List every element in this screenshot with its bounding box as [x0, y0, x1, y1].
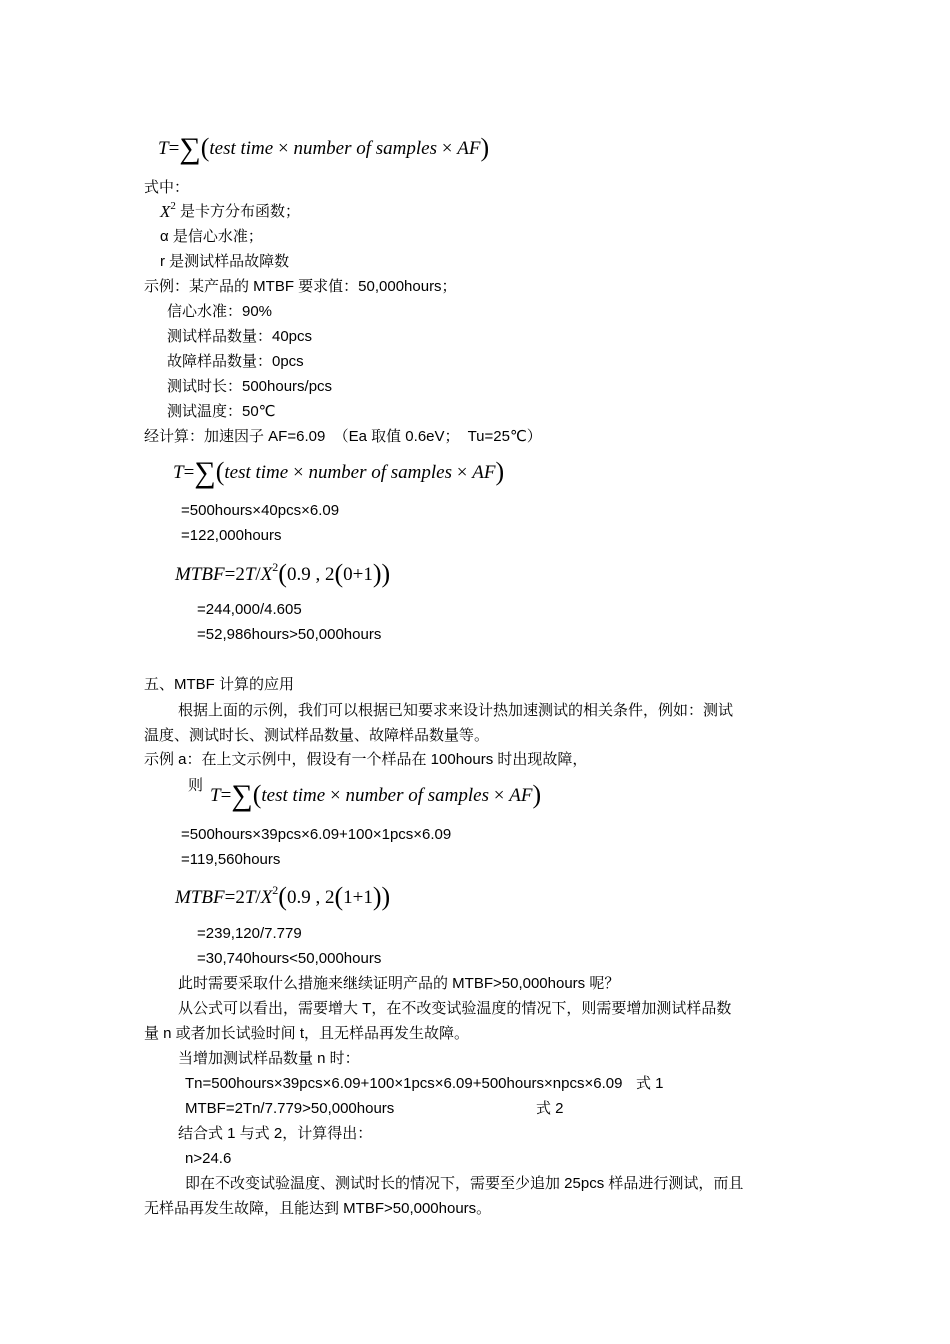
formula-t-sum-example-a: T=∑(test time × number of samples × AF) [210, 779, 542, 812]
section-5-mtbf-line-2: =30,740hours<50,000hours [197, 950, 382, 967]
equation-1-tag: 式 1 [636, 1075, 664, 1092]
equation-1: Tn=500hours×39pcs×6.09+100×1pcs×6.09+500hours×npcs×6.09 [185, 1075, 623, 1092]
example-mtbf-line-2: =52,986hours>50,000hours [197, 626, 382, 643]
section-5-t-line-2: =119,560hours [181, 851, 281, 868]
equation-2-tag: 式 2 [536, 1100, 564, 1117]
section-5-result: n>24.6 [185, 1150, 232, 1167]
section-5-mtbf-line-1: =239,120/7.779 [197, 925, 302, 942]
equation-2: MTBF=2Tn/7.779>50,000hours [185, 1100, 395, 1117]
formula-t-sum-example: T=∑(test time × number of samples × AF) [173, 456, 505, 489]
example-confidence: 信心水准：90% [167, 303, 273, 320]
section-5-question: 此时需要采取什么措施来继续证明产品的 MTBF>50,000hours 呢？ [178, 975, 620, 992]
section-5-para-2a: 从公式可以看出，需要增大 T，在不改变试验温度的情况下，则需要增加测试样品数 [178, 1000, 732, 1017]
section-5-when-n: 当增加测试样品数量 n 时： [178, 1050, 360, 1067]
x2-description: 是卡方分布函数； [180, 203, 301, 220]
where-heading: 式中： [144, 179, 190, 196]
example-test-time: 测试时长：500hours/pcs [167, 378, 333, 395]
formula-t-sum: T=∑(test time × number of samples × AF) [158, 132, 490, 165]
example-mtbf-line-1: =244,000/4.605 [197, 601, 302, 618]
example-t-line-2: =122,000hours [181, 527, 282, 544]
example-sample-qty: 测试样品数量：40pcs [167, 328, 313, 345]
example-t-line-1: =500hours×40pcs×6.09 [181, 502, 340, 519]
example-test-temp: 测试温度：50℃ [167, 403, 276, 420]
section-5-conclusion-b: 无样品再发生故障，且能达到 MTBF>50,000hours。 [144, 1200, 492, 1217]
example-intro: 示例：某产品的 MTBF 要求值：50,000hours； [144, 278, 457, 295]
example-calc: 经计算：加速因子 AF=6.09 （Ea 取值 0.6eV； Tu=25℃） [144, 428, 542, 445]
formula-mtbf-example-1: $MTBF=2T/X^2(0.9$ , 2(0+1)) [175, 559, 391, 588]
section-5-para-2b: 量 n 或者加长试验时间 t，且无样品再发生故障。 [144, 1025, 470, 1042]
section-5-t-line-1: =500hours×39pcs×6.09+100×1pcs×6.09 [181, 826, 452, 843]
section-5-para-1b: 温度、测试时长、测试样品数量、故障样品数量等。 [144, 727, 490, 744]
section-5-conclusion-a: 即在不改变试验温度、测试时长的情况下，需要至少追加 25pcs 样品进行测试，而且 [185, 1175, 744, 1192]
alpha-description: α 是信心水准； [160, 228, 263, 245]
section-5-title: 五、MTBF 计算的应用 [144, 676, 294, 693]
section-5-then: 则 [188, 777, 204, 794]
section-5-combine: 结合式 1 与式 2，计算得出： [178, 1125, 373, 1142]
formula-mtbf-example-2: $MTBF=2T/X^2(0.9$ , 2(1+1)) [175, 882, 391, 911]
section-5-para-1a: 根据上面的示例，我们可以根据已知要求来设计热加速测试的相关条件，例如：测试 [178, 702, 734, 719]
r-description: r 是测试样品故障数 [160, 253, 290, 270]
example-fail-qty: 故障样品数量：0pcs [167, 353, 304, 370]
x2-symbol: $X^2$ [160, 200, 176, 221]
section-5-example-a: 示例 a：在上文示例中，假设有一个样品在 100hours 时出现故障， [144, 751, 588, 768]
